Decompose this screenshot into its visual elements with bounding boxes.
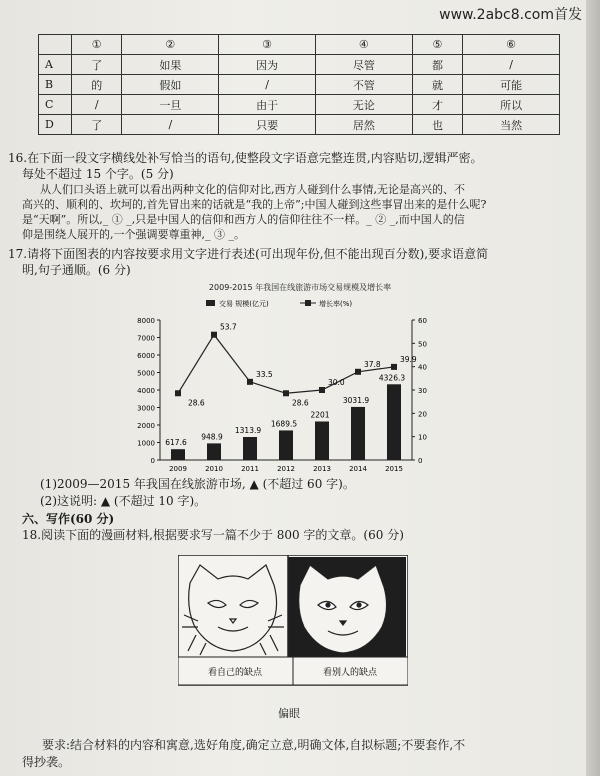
q17-limit: 明,句子通顺。(6 分) — [22, 263, 131, 277]
legend-label-bar: 交易 规模(亿元) — [219, 300, 269, 308]
y-right-tick-label: 10 — [418, 433, 427, 442]
table-cell: 了 — [72, 55, 122, 75]
bar-value-label: 1689.5 — [270, 419, 298, 429]
y-left-tick-label: 6000 — [137, 352, 155, 360]
bar — [207, 443, 221, 460]
y-right-tick-label: 20 — [418, 410, 427, 419]
caption-left: 看自己的缺点 — [207, 668, 263, 678]
q18-requirement-1: 要求:结合材料的内容和寓意,选好角度,确定立意,明确文体,自拟标题;不要套作,不 — [42, 738, 466, 752]
q18-requirement-2: 得抄袭。 — [22, 755, 71, 769]
bar-value-label: 2201 — [310, 410, 330, 420]
bar — [243, 437, 257, 460]
table-cell: 只要 — [219, 115, 316, 135]
q16-passage-1: 从人们口头语上就可以看出两种文化的信仰对比,西方人碰到什么事情,无论是高兴的、不 — [40, 183, 465, 196]
table-cell: 无论 — [315, 95, 412, 115]
q17-answer-1: (1)2009—2015 年我国在线旅游市场, ▲ (不超过 60 字)。 — [40, 477, 355, 491]
options-table — [38, 34, 560, 135]
y-left-tick-label: 0 — [150, 457, 155, 465]
growth-point — [247, 379, 253, 385]
market-chart — [120, 296, 450, 476]
x-tick-label: 2011 — [241, 465, 259, 473]
table-cell: 居然 — [315, 115, 412, 135]
y-right-tick-label: 60 — [418, 317, 427, 325]
q18-prompt: 18.阅读下面的漫画材料,根据要求写一篇不少于 800 字的文章。(60 分) — [22, 528, 404, 542]
legend-swatch-bar — [206, 300, 215, 306]
growth-value-label: 28.6 — [188, 398, 205, 408]
y-right-tick-label: 50 — [418, 340, 427, 349]
growth-point — [355, 369, 361, 375]
growth-value-label: 28.6 — [292, 398, 309, 408]
q16-limit: 每处不超过 15 个字。(5 分) — [22, 167, 174, 181]
table-cell: / — [122, 115, 219, 135]
y-right-tick-label: 30 — [418, 387, 427, 395]
x-tick-label: 2015 — [385, 465, 403, 473]
table-header-cell: ① — [72, 35, 122, 55]
bar — [171, 449, 185, 460]
table-cell: 了 — [72, 115, 122, 135]
growth-point — [391, 364, 397, 370]
table-row — [39, 55, 560, 75]
growth-line — [178, 335, 394, 394]
q17-answer-2: (2)这说明: ▲ (不超过 10 字)。 — [40, 494, 207, 508]
q17-prompt: 17.请将下面图表的内容按要求用文字进行表述(可出现年份,但不能出现百分数),要求语意简 — [8, 247, 489, 261]
cartoon-title: 偏眼 — [278, 707, 300, 720]
growth-value-label: 30.0 — [328, 378, 345, 387]
growth-value-label: 37.8 — [364, 359, 381, 369]
table-cell: 因为 — [219, 55, 316, 75]
y-left-tick-label: 8000 — [137, 317, 155, 325]
growth-value-label: 53.7 — [220, 322, 237, 332]
y-right-tick-label: 40 — [418, 363, 427, 372]
table-header-cell: ② — [122, 35, 219, 55]
table-cell: 才 — [412, 95, 462, 115]
bar-value-label: 3031.9 — [342, 395, 370, 405]
table-cell: / — [219, 75, 316, 95]
table-cell: 就 — [412, 75, 462, 95]
x-tick-label: 2014 — [349, 465, 367, 473]
table-cell: 尽管 — [315, 55, 412, 75]
q16-passage-2: 高兴的、顺利的、坎坷的,首先冒出来的话就是“我的上帝”;中国人碰到这些事冒出来的是什么呢? — [22, 198, 487, 211]
table-cell: C — [39, 95, 72, 115]
table-cell: / — [463, 55, 560, 75]
table-cell: 由于 — [219, 95, 316, 115]
y-left-tick-label: 4000 — [137, 387, 155, 395]
y-left-tick-label: 2000 — [137, 422, 155, 430]
y-left-tick-label: 7000 — [137, 334, 155, 343]
bar — [279, 430, 293, 460]
table-cell: 所以 — [463, 95, 560, 115]
bar-value-label: 1313.9 — [234, 426, 262, 436]
q16-prompt: 16.在下面一段文字横线处补写恰当的语句,使整段文字语意完整连贯,内容贴切,逻辑严密。 — [8, 151, 483, 165]
caption-right: 看别人的缺点 — [322, 668, 378, 678]
table-row — [39, 95, 560, 115]
table-cell: A — [39, 55, 72, 75]
q16-passage-3: 是“天啊”。所以,_ ① _,只是中国人的信仰和西方人的信仰往往不一样。_ ② _,而中国人的信 — [22, 213, 465, 226]
growth-point — [319, 387, 325, 393]
growth-value-label: 39.9 — [400, 354, 417, 364]
bar-value-label: 617.6 — [165, 438, 187, 448]
bar — [315, 421, 329, 460]
table-row — [39, 115, 560, 135]
growth-point — [283, 390, 289, 396]
growth-value-label: 33.5 — [256, 369, 273, 379]
table-cell: 当然 — [463, 115, 560, 135]
table-cell: 都 — [412, 55, 462, 75]
table-header-cell: ⑤ — [412, 35, 462, 55]
x-tick-label: 2013 — [313, 465, 331, 473]
y-right-tick-label: 0 — [418, 457, 423, 465]
table-cell: B — [39, 75, 72, 95]
table-cell: 的 — [72, 75, 122, 95]
cat-cartoon — [178, 555, 408, 700]
table-row — [39, 75, 560, 95]
chart-title: 2009-2015 年我国在线旅游市场交易规模及增长率 — [208, 283, 392, 292]
table-cell: 也 — [412, 115, 462, 135]
x-tick-label: 2012 — [277, 465, 295, 473]
legend-label-line: 增长率(%) — [319, 300, 353, 308]
table-header-cell: ⑥ — [463, 35, 560, 55]
table-cell: D — [39, 115, 72, 135]
legend-marker — [305, 300, 311, 306]
table-header-cell: ④ — [315, 35, 412, 55]
table-header-cell: ③ — [219, 35, 316, 55]
y-left-tick-label: 5000 — [137, 369, 155, 378]
table-header-cell — [39, 35, 72, 55]
x-tick-label: 2010 — [205, 465, 223, 473]
table-cell: 假如 — [122, 75, 219, 95]
section-writing: 六、写作(60 分) — [22, 512, 115, 526]
table-cell: 可能 — [463, 75, 560, 95]
x-tick-label: 2009 — [169, 465, 187, 473]
growth-point — [211, 332, 217, 338]
bar-value-label: 948.9 — [201, 432, 223, 442]
q16-passage-4: 仰是围绕人展开的,一个强调要尊重神,_ ③ _。 — [22, 228, 245, 241]
growth-point — [175, 390, 181, 396]
site-header: www.2abc8.com首发 — [439, 7, 582, 23]
y-left-tick-label: 1000 — [137, 439, 155, 448]
bar — [351, 407, 365, 460]
y-left-tick-label: 3000 — [137, 404, 155, 413]
bar — [387, 384, 401, 460]
bar-value-label: 4326.3 — [378, 373, 406, 383]
table-cell: 一旦 — [122, 95, 219, 115]
table-cell: 如果 — [122, 55, 219, 75]
table-cell: / — [72, 95, 122, 115]
page-edge — [586, 0, 600, 776]
table-cell: 不管 — [315, 75, 412, 95]
